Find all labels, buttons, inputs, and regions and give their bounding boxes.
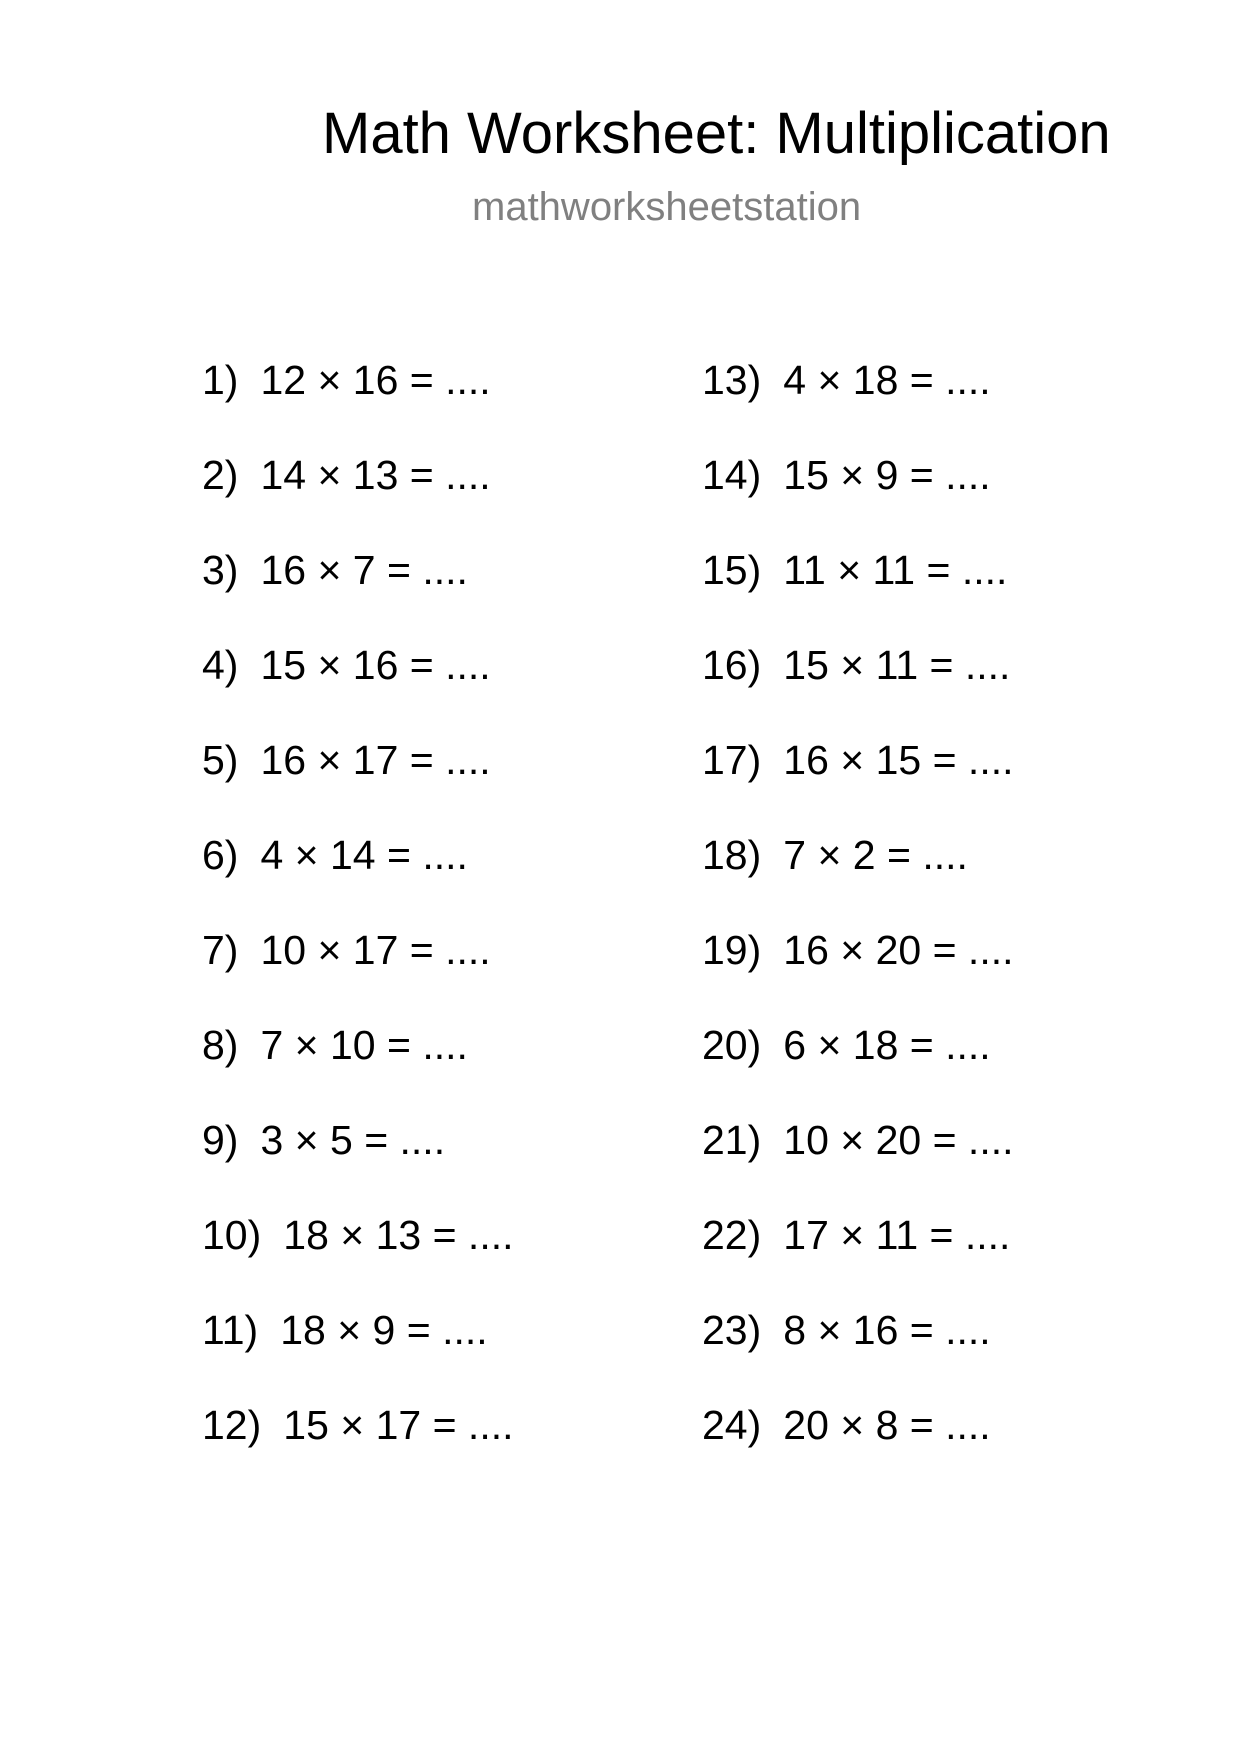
problem-number: 21): [702, 1117, 762, 1163]
problem-item: [702, 440, 1014, 535]
problem-item: [202, 1010, 514, 1105]
problem-item: [202, 1105, 514, 1200]
problem-item: [202, 630, 514, 725]
problem-expression: 15 × 17 = ....: [283, 1402, 514, 1448]
problem-expression: 10 × 17 = ....: [260, 927, 491, 973]
problem-number: 5): [202, 737, 239, 783]
problem-item: [702, 820, 1014, 915]
problem-number: 2): [202, 452, 239, 498]
problem-item: [202, 535, 514, 630]
problem-number: 11): [202, 1307, 259, 1353]
problem-expression: 6 × 18 = ....: [783, 1022, 991, 1068]
problem-number: 22): [702, 1212, 762, 1258]
problem-expression: 17 × 11 = ....: [783, 1212, 1011, 1258]
problem-item: [702, 1200, 1014, 1295]
problem-expression: 20 × 8 = ....: [783, 1402, 991, 1448]
problem-item: [202, 1295, 514, 1390]
problem-number: 17): [702, 737, 762, 783]
problem-number: 19): [702, 927, 762, 973]
problem-item: [202, 820, 514, 915]
problem-item: [202, 345, 514, 440]
problem-item: [702, 630, 1014, 725]
problem-expression: 14 × 13 = ....: [260, 452, 491, 498]
problem-item: [702, 345, 1014, 440]
problem-number: 9): [202, 1117, 239, 1163]
problem-number: 24): [702, 1402, 762, 1448]
problem-column-left: [202, 345, 514, 1485]
problem-number: 15): [702, 547, 762, 593]
problem-item: [702, 1010, 1014, 1105]
problem-item: [702, 915, 1014, 1010]
problem-item: [202, 440, 514, 535]
problem-number: 3): [202, 547, 239, 593]
problem-number: 13): [702, 357, 762, 403]
problem-expression: 15 × 11 = ....: [783, 642, 1011, 688]
problem-item: [702, 1295, 1014, 1390]
problem-expression: 12 × 16 = ....: [260, 357, 491, 403]
problem-item: [702, 535, 1014, 630]
problem-expression: 16 × 20 = ....: [783, 927, 1014, 973]
page-subtitle: mathworksheetstation: [472, 185, 862, 229]
problem-expression: 4 × 14 = ....: [260, 832, 468, 878]
problem-expression: 3 × 5 = ....: [260, 1117, 446, 1163]
problem-expression: 15 × 9 = ....: [783, 452, 991, 498]
problem-number: 1): [202, 357, 239, 403]
problem-column-right: [702, 345, 1014, 1485]
problem-expression: 8 × 16 = ....: [783, 1307, 991, 1353]
problem-item: [202, 1200, 514, 1295]
problem-number: 16): [702, 642, 762, 688]
problem-expression: 16 × 7 = ....: [260, 547, 468, 593]
problem-expression: 16 × 17 = ....: [260, 737, 491, 783]
problem-item: [202, 915, 514, 1010]
problem-expression: 18 × 13 = ....: [283, 1212, 514, 1258]
problem-number: 14): [702, 452, 762, 498]
problem-expression: 4 × 18 = ....: [783, 357, 991, 403]
problem-item: [702, 725, 1014, 820]
problem-item: [702, 1390, 1014, 1485]
problem-item: [702, 1105, 1014, 1200]
problem-number: 20): [702, 1022, 762, 1068]
problem-number: 8): [202, 1022, 239, 1068]
page-title: Math Worksheet: Multiplication: [322, 101, 1111, 166]
problem-expression: 7 × 10 = ....: [260, 1022, 468, 1068]
problem-number: 4): [202, 642, 239, 688]
problem-expression: 11 × 11 = ....: [783, 547, 1008, 593]
problem-expression: 15 × 16 = ....: [260, 642, 491, 688]
problem-number: 6): [202, 832, 239, 878]
problem-item: [202, 725, 514, 820]
problem-number: 18): [702, 832, 762, 878]
problem-expression: 7 × 2 = ....: [783, 832, 968, 878]
problem-number: 23): [702, 1307, 762, 1353]
problem-number: 10): [202, 1212, 262, 1258]
problem-item: [202, 1390, 514, 1485]
problem-expression: 18 × 9 = ....: [280, 1307, 488, 1353]
problem-expression: 16 × 15 = ....: [783, 737, 1014, 783]
problem-number: 7): [202, 927, 239, 973]
problem-expression: 10 × 20 = ....: [783, 1117, 1014, 1163]
problem-number: 12): [202, 1402, 262, 1448]
